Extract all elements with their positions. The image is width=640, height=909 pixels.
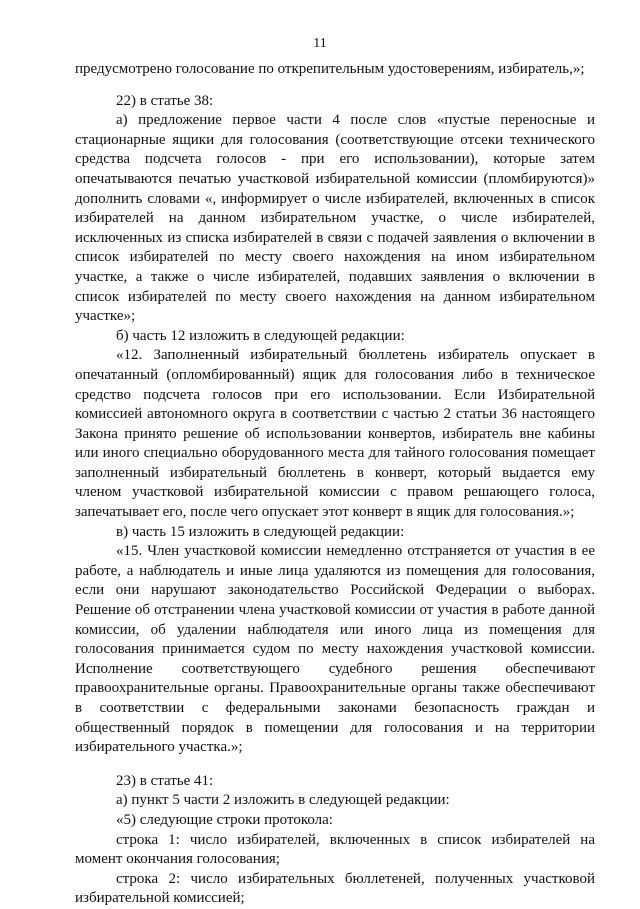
- document-body: [75, 60, 595, 909]
- paragraph-article-41: 23) в статье 41:: [116, 772, 214, 789]
- paragraph-38-a: а) предложение первое части 4 после слов «пустые переносные и стационарные ящики для голосования (соответствующие отсеки технического средства подсчета голосов - при его использовании), которые затем опечатываются печатью участковой избирательной комиссии (пломбируются)» дополнить словами «, информирует о числе избирателей, включенных в список избирателей на данном избирательном участке, о числе избирателей, исключенных из списка избирателей в связи с подачей заявления о включении в список избирателей по месту своего нахождения на ином избирательном участке, а также о числе избирателей, подавших заявления о включении в список избирателей по месту своего нахождения на данном избирательном участке»;: [75, 112, 595, 325]
- paragraph-38-v-text: «15. Член участковой комиссии немедленно отстраняется от участия в ее работе, а наблюдатель и иные лица удаляются из помещения для голосования, если они нарушают законодательство Российской Федерации о выборах. Решение об отстранении члена участковой комиссии от участия в работе данной комиссии, об удалении наблюдателя или иного лица из помещения для голосования принимается судом по месту нахождения участковой комиссии. Исполнение соответствующего судебного решения обеспечивают правоохранительные органы. Правоохранительные органы также обеспечивают в соответствии с федеральными законами безопасность граждан и общественный порядок в помещении для голосования и на территории избирательного участка.»;: [75, 543, 595, 756]
- paragraph-38-v: в) часть 15 изложить в следующей редакции:: [116, 523, 405, 540]
- paragraph-38-b-text: «12. Заполненный избирательный бюллетень избиратель опускает в опечатанный (опломбированный) ящик для голосования либо в техническое средство подсчета голосов при его использовании. Если Избирательной комиссией автономного округа в соответствии с частью 2 статьи 36 настоящего Закона принято решение об использовании конвертов, избиратель вне кабины или иного специально оборудованного места для тайного голосования помещает заполненный избирательный бюллетень в конверт, который выдается ему членом участковой избирательной комиссии с правом решающего голоса, запечатывает его, после чего опускает этот конверт в ящик для голосования.»;: [75, 347, 595, 521]
- paragraph-line-2: строка 2: число избирательных бюллетеней, полученных участковой избирательной комиссией;: [75, 870, 595, 907]
- paragraph-article-38: 22) в статье 38:: [116, 92, 214, 109]
- paragraph-41-a-item-5: «5) следующие строки протокола:: [116, 811, 333, 828]
- paragraph-line-1: строка 1: число избирателей, включенных в список избирателей на момент окончания голосования;: [75, 831, 595, 868]
- paragraph-38-b: б) часть 12 изложить в следующей редакции:: [116, 327, 405, 344]
- paragraph-continuation: предусмотрено голосование по открепительным удостоверениям, избиратель,»;: [75, 61, 585, 77]
- paragraph-41-a: а) пункт 5 части 2 изложить в следующей редакции:: [116, 792, 450, 809]
- page-number: 11: [313, 36, 327, 51]
